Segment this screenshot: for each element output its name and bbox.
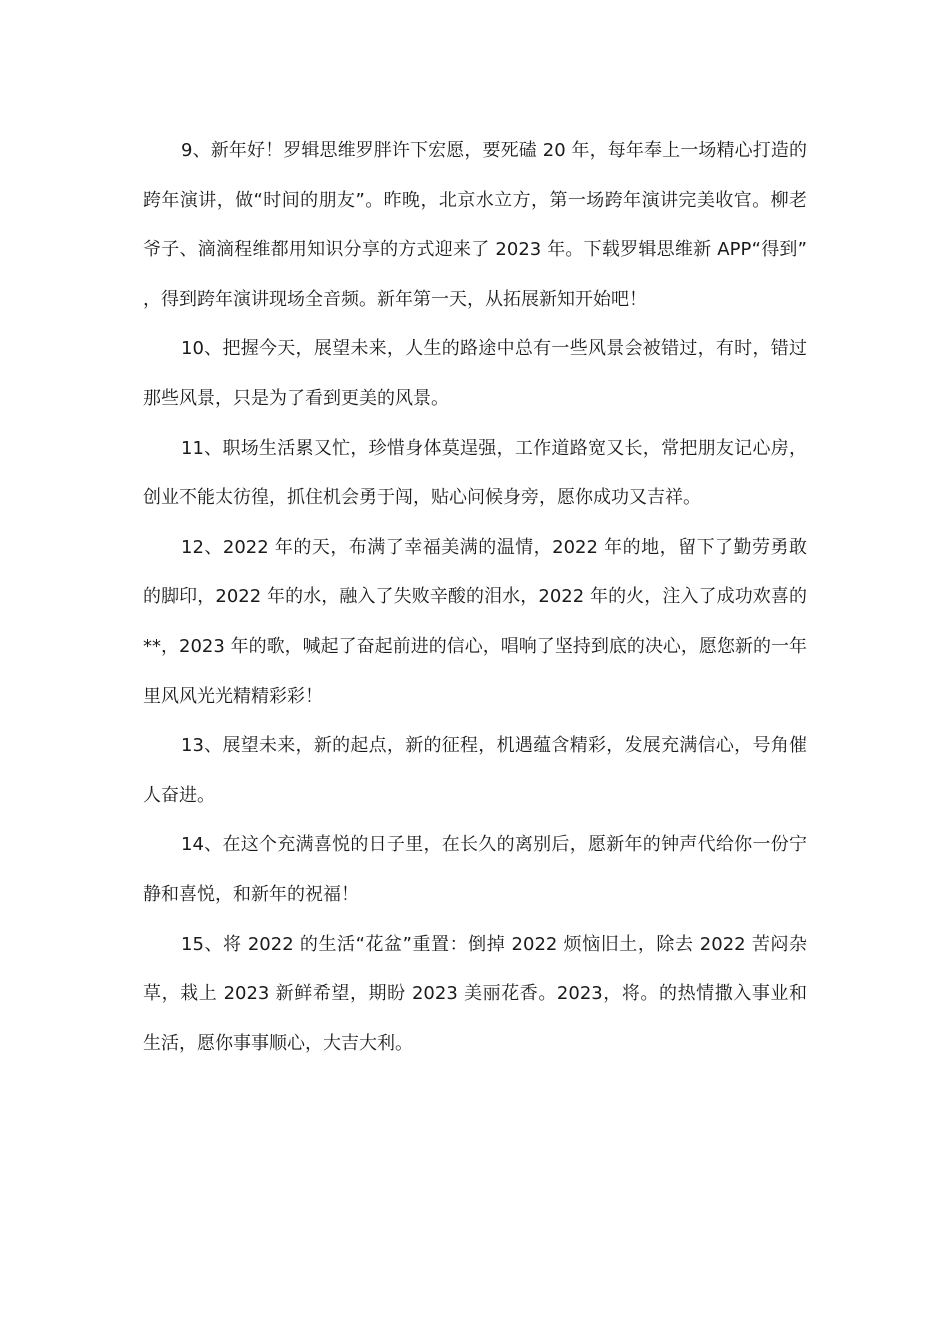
paragraph-12: 12、2022 年的天，布满了幸福美满的温情，2022 年的地，留下了勤劳勇敢的脚印，2022 年的水，融入了失败辛酸的泪水，2022 年的火，注入了成功欢喜的**，2023 年的歌，喊起了奋起前进的信心，唱响了坚持到底的决心，愿您新的一年里风风光光精精彩彩！ (143, 536, 807, 707)
paragraph-9: 9、新年好！罗辑思维罗胖许下宏愿，要死磕 20 年，每年奉上一场精心打造的跨年演讲，做“时间的朋友”。昨晚，北京水立方，第一场跨年演讲完美收官。柳老爷子、滴滴程维都用知识分享的方式迎来了 2023 年。下载罗辑思维新 APP“得到”，得到跨年演讲现场全音频。新年第一天，从拓展新知开始吧！ (143, 140, 807, 310)
paragraph-13: 13、展望未来，新的起点，新的征程，机遇蕴含精彩，发展充满信心，号角催人奋进。 (143, 735, 807, 806)
paragraph-10: 10、把握今天，展望未来，人生的路途中总有一些风景会被错过，有时，错过那些风景，只是为了看到更美的风景。 (143, 338, 807, 409)
paragraph-15: 15、将 2022 的生活“花盆”重置：倒掉 2022 烦恼旧土，除去 2022 苦闷杂草，栽上 2023 新鲜希望，期盼 2023 美丽花香。2023，将。的热情撒入事业和生活，愿你事事顺心，大吉大利。 (143, 933, 807, 1054)
paragraph-11: 11、职场生活累又忙，珍惜身体莫逞强，工作道路宽又长，常把朋友记心房，创业不能太彷徨，抓住机会勇于闯，贴心问候身旁，愿你成功又吉祥。 (143, 437, 807, 509)
paragraph-14: 14、在这个充满喜悦的日子里，在长久的离别后，愿新年的钟声代给你一份宁静和喜悦，和新年的祝福！ (143, 834, 807, 905)
document-body (143, 126, 807, 1068)
